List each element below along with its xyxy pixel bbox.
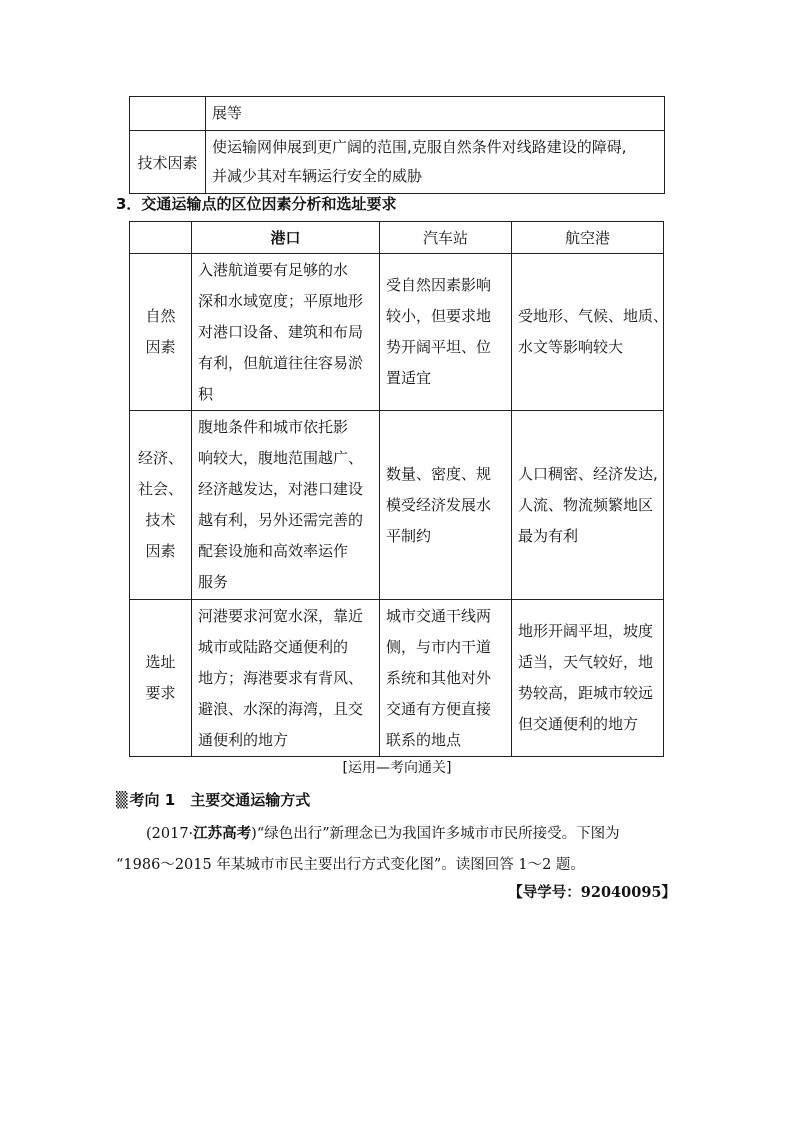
header-port: 港口 — [192, 222, 380, 254]
airport-cell: 人口稠密、经济发达, 人流、物流频繁地区 最为有利 — [512, 411, 664, 600]
header-airport: 航空港 — [512, 222, 664, 254]
row-label-siting: 选址 要求 — [130, 600, 192, 757]
bus-station-cell: 城市交通干线两 侧，与市内干道 系统和其他对外 交通有方便直接 联系的地点 — [380, 600, 512, 757]
table-row — [130, 254, 664, 411]
question-line: (2017·江苏高考)“绿色出行”新理念已为我国许多城市市民所接受。下图为 — [146, 826, 620, 842]
port-cell: 入港航道要有足够的水 深和水域宽度；平原地形 对港口设备、建筑和布局 有利，但航道往往容易淤 积 — [192, 254, 380, 411]
row-content: 使运输网伸展到更广阔的范围,克服自然条件对线路建设的障碍, 并减少其对车辆运行安全的威胁 — [206, 131, 665, 194]
table-row — [130, 411, 664, 600]
question-stem — [116, 819, 676, 881]
table-row — [130, 600, 664, 757]
bus-station-cell: 数量、密度、规 模受经济发展水 平制约 — [380, 411, 512, 600]
direction-marker-icon: ▒ — [116, 791, 128, 809]
header-bus-station: 汽车站 — [380, 222, 512, 254]
exam-direction-heading — [116, 789, 310, 810]
row-content: 展等 — [206, 97, 665, 131]
port-cell: 河港要求河宽水深，靠近 城市或陆路交通便利的 地方；海港要求有背风、 避浪、水深的海湾，且交 通便利的地方 — [192, 600, 380, 757]
airport-cell: 地形开阔平坦，坡度 适当，天气较好，地 势较高，距城市较远 但交通便利的地方 — [512, 600, 664, 757]
row-label-economic: 经济、 社会、 技术 因素 — [130, 411, 192, 600]
question-line: “1986～2015 年某城市市民主要出行方式变化图”。读图回答 1～2 题。 — [116, 857, 585, 873]
row-label: 技术因素 — [130, 131, 206, 194]
location-factor-table — [129, 221, 669, 757]
section-heading: 3．交通运输点的区位因素分析和选址要求 — [116, 195, 397, 213]
table-row — [130, 97, 665, 131]
guide-number: 【导学号：92040095】 — [508, 884, 676, 901]
row-label — [130, 97, 206, 131]
port-cell: 腹地条件和城市依托影 响较大，腹地范围越广、 经济越发达，对港口建设 越有利，另外还需完善的 配套设施和高效率运作 服务 — [192, 411, 380, 600]
table-header-row — [130, 222, 664, 254]
airport-cell: 受地形、气候、地质、 水文等影响较大 — [512, 254, 664, 411]
exam-source: 江苏高考 — [193, 826, 252, 842]
section-banner: [运用—考向通关] — [342, 760, 452, 776]
direction-title: 考向 1 主要交通运输方式 — [129, 791, 311, 809]
factor-table-continued — [129, 96, 665, 194]
bus-station-cell: 受自然因素影响 较小，但要求地 势开阔平坦、位 置适宜 — [380, 254, 512, 411]
row-label-natural: 自然 因素 — [130, 254, 192, 411]
table-row — [130, 131, 665, 194]
header-blank — [130, 222, 192, 254]
